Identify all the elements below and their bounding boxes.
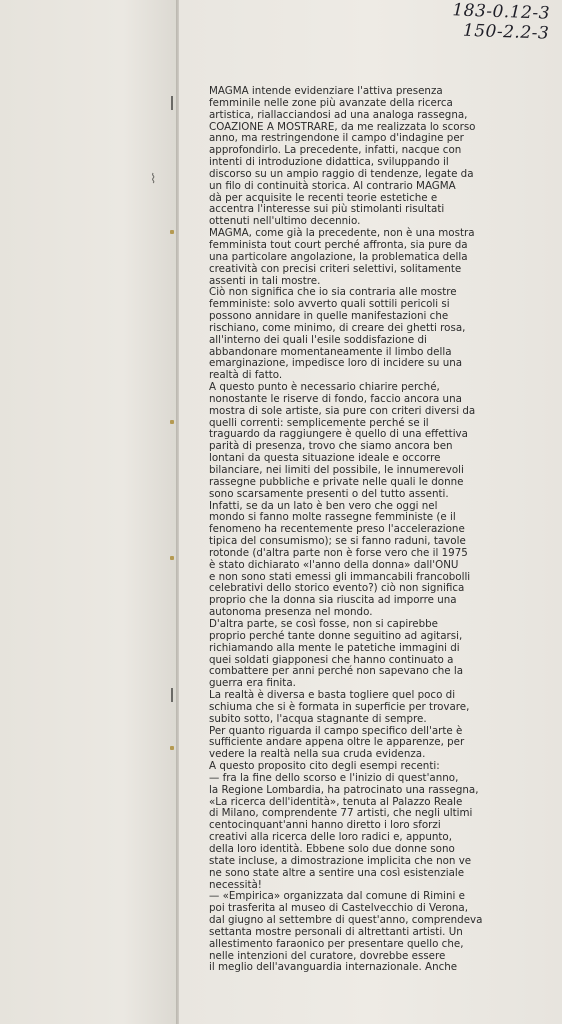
text-line: emarginazione, impedisce loro di incidere su una: [209, 357, 463, 370]
text-line: fenomeno ha recentemente preso l'accelerazione: [209, 523, 465, 536]
text-line: poi trasferita al museo di Castelvecchio di Verona,: [209, 902, 469, 915]
text-line: creatività con precisi criteri selettivi, solitamente: [209, 262, 462, 275]
text-line: di Milano, comprendente 77 artisti, che negli ultimi: [209, 807, 473, 820]
text-line: settanta mostre personali di altrettanti artisti. Un: [209, 925, 463, 938]
text-line: allestimento faraonico per presentare quello che,: [209, 937, 464, 950]
text-line: creativi alla ricerca delle loro radici e, appunto,: [209, 831, 452, 844]
text-line: A questo punto è necessario chiarire perché,: [209, 381, 440, 394]
text-line: lontani da questa situazione ideale e occorre: [209, 452, 441, 465]
text-line: sufficiente andare appena oltre le apparenze, per: [209, 736, 465, 749]
text-line: rotonde (d'altra parte non è forse vero che il 1975: [209, 546, 468, 559]
text-line: combattere per anni perché non sapevano che la: [209, 665, 464, 678]
binding-hole-mark: [170, 746, 174, 750]
text-line: è stato dichiarato «l'anno della donna» dall'ONU: [209, 558, 459, 571]
text-line: schiuma che si è formata in superficie per trovare,: [209, 700, 470, 713]
text-line: Per quanto riguarda il campo specifico dell'arte è: [209, 724, 463, 737]
text-line: femminista tout court perché affronta, sia pure da: [209, 238, 468, 251]
text-line: state incluse, a dimostrazione implicita che non ve: [209, 854, 472, 867]
text-line: ne sono state altre a sentire una così esistenziale: [209, 866, 465, 879]
text-line: subito sotto, l'acqua stagnante di sempre.: [209, 712, 427, 725]
text-line: traguardo da raggiungere è quello di una effettiva: [209, 428, 468, 441]
text-line: dal giugno al settembre di quest'anno, comprendeva: [209, 914, 483, 927]
text-line: «La ricerca dell'identità», tenuta al Palazzo Reale: [209, 795, 463, 808]
binding-hole-mark: [170, 420, 174, 424]
body-text: [209, 86, 544, 974]
text-line: proprio perché tante donne seguitino ad agitarsi,: [209, 629, 463, 642]
text-line: discorso su un ampio raggio di tendenze, legate da: [209, 167, 474, 180]
text-line: abbandonare momentaneamente il limbo della: [209, 345, 452, 358]
text-line: dà per acquisite le recenti teorie estetiche e: [209, 191, 438, 204]
text-line: quei soldati giapponesi che hanno continuato a: [209, 653, 454, 666]
text-line: autonoma presenza nel mondo.: [209, 606, 373, 619]
text-line: MAGMA intende evidenziare l'attiva presenza: [209, 85, 443, 97]
text-line: bilanciare, nei limiti del possibile, le innumerevoli: [209, 464, 464, 476]
text-line: A questo proposito cito degli esempi recenti:: [209, 760, 440, 773]
text-line: e non sono stati emessi gli immancabili francobolli: [209, 570, 471, 583]
text-line: rassegne pubbliche e private nelle quali le donne: [209, 475, 464, 488]
text-line: MAGMA, come già la precedente, non è una mostra: [209, 227, 475, 240]
text-line: necessità!: [209, 878, 262, 891]
handwritten-line-2: 150-2.2-3: [463, 20, 550, 44]
text-line: femministe: solo avverto quali sottili pericoli si: [209, 298, 450, 311]
text-line: nonostante le riserve di fondo, faccio ancora una: [209, 392, 462, 405]
text-line: mondo si fanno molte rassegne femministe (e il: [209, 511, 456, 524]
text-line: — «Empirica» organizzata dal comune di Rimini e: [209, 890, 465, 903]
text-line: approfondirlo. La precedente, infatti, nacque con: [209, 144, 462, 157]
handwritten-catalog-number: [452, 0, 551, 43]
text-line: COAZIONE A MOSTRARE, da me realizzata lo scorso: [209, 120, 476, 133]
text-line: nelle intenzioni del curatore, dovrebbe essere: [209, 949, 446, 962]
text-line: artistica, riallacciandosi ad una analoga rassegna,: [209, 108, 468, 121]
left-folded-panel: [0, 0, 176, 1024]
text-line: realtà di fatto.: [209, 369, 283, 382]
text-line: celebrativi dello storico evento?) ciò non significa: [209, 582, 465, 595]
text-line: parità di presenza, trovo che siamo ancora ben: [209, 440, 453, 453]
text-line: una particolare angolazione, la problematica della: [209, 250, 468, 263]
text-line: femminile nelle zone più avanzate della ricerca: [209, 96, 453, 109]
text-line: proprio che la donna sia riuscita ad imporre una: [209, 594, 457, 607]
text-line: — fra la fine dello scorso e l'inizio di quest'anno,: [209, 771, 459, 784]
text-line: il meglio dell'avanguardia internazionale. Anche: [209, 961, 458, 974]
text-line: un filo di continuità storica. Al contrario MAGMA: [209, 179, 456, 192]
text-line: all'interno dei quali l'esile soddisfazione di: [209, 333, 427, 346]
handwritten-line-1: 183-0.12-3: [452, 0, 551, 24]
margin-tick-mark: [171, 96, 173, 110]
text-line: ottenuti nell'ultimo decennio.: [209, 215, 361, 228]
text-line: possono annidare in quelle manifestazioni che: [209, 310, 449, 323]
text-line: assenti in tali mostre.: [209, 274, 321, 287]
text-line: Infatti, se da un lato è ben vero che oggi nel: [209, 499, 438, 512]
text-line: sono scarsamente presenti o del tutto assenti.: [209, 487, 449, 500]
text-line: richiamando alla mente le patetiche immagini di: [209, 641, 460, 654]
text-line: La realtà è diversa e basta togliere quel poco di: [209, 689, 456, 702]
margin-scribble-icon: ⌇: [150, 172, 157, 187]
binding-hole-mark: [170, 230, 174, 234]
margin-tick-mark: [171, 688, 173, 702]
text-line: accentra l'interesse sui più stimolanti risultati: [209, 203, 445, 216]
binding-hole-mark: [170, 556, 174, 560]
text-line: D'altra parte, se così fosse, non si capirebbe: [209, 617, 438, 630]
text-line: tipica del consumismo); se si fanno raduni, tavole: [209, 535, 466, 548]
text-line: anno, ma restringendone il campo d'indagine per: [209, 132, 464, 145]
text-line: la Regione Lombardia, ha patrocinato una rassegna,: [209, 783, 479, 796]
text-line: vedere la realtà nella sua cruda evidenza.: [209, 748, 426, 761]
text-line: Ciò non significa che io sia contraria alle mostre: [209, 286, 457, 299]
text-line: rischiano, come minimo, di creare dei ghetti rosa,: [209, 321, 466, 334]
text-line: intenti di introduzione didattica, sviluppando il: [209, 156, 449, 169]
text-line: quelli correnti: semplicemente perché se il: [209, 416, 429, 429]
text-line: guerra era finita.: [209, 677, 296, 690]
text-line: centocinquant'anni hanno diretto i loro sforzi: [209, 819, 441, 832]
text-line: della loro identità. Ebbene solo due donne sono: [209, 843, 455, 855]
text-line: mostra di sole artiste, sia pure con criteri diversi da: [209, 404, 476, 417]
